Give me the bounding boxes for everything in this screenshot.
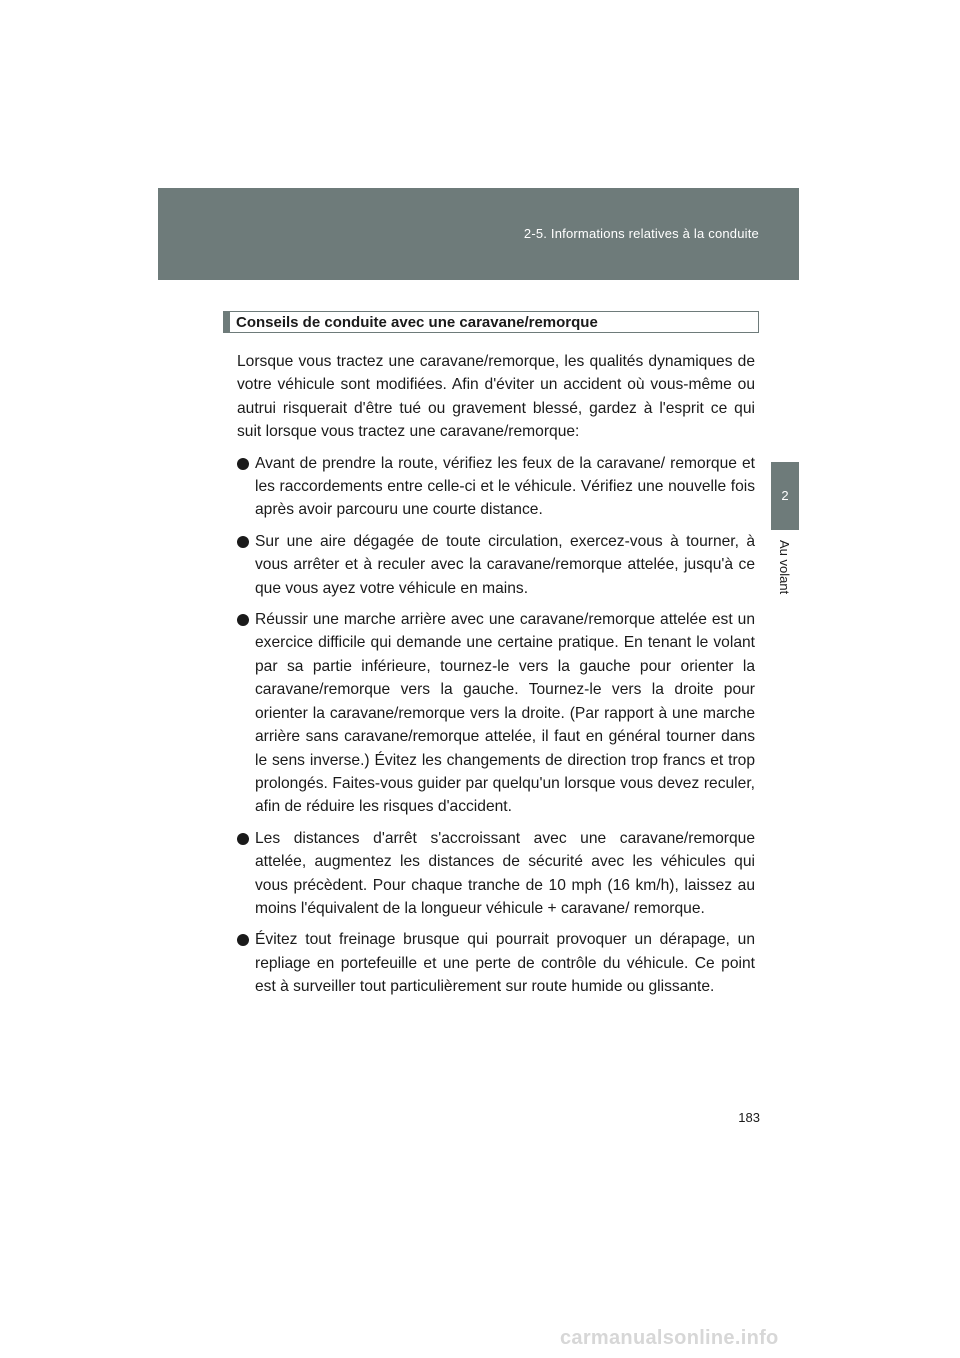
- list-item: [237, 530, 755, 600]
- chapter-label-text: Au volant: [777, 540, 792, 595]
- bullet-icon: [237, 614, 249, 626]
- bullet-icon: [237, 458, 249, 470]
- header-band: [158, 188, 799, 280]
- article-title-box: [223, 311, 759, 333]
- bullet-text: Avant de prendre la route, vérifiez les feux de la caravane/ remorque et les raccordements entre celle-ci et le véhicule. Vérifiez une nouvelle fois après avoir parcouru une courte distance.: [255, 454, 755, 519]
- page-number: 183: [738, 1110, 760, 1125]
- chapter-label: [771, 540, 799, 610]
- article-body: [237, 350, 755, 1007]
- bullet-text: Réussir une marche arrière avec une caravane/remorque attelée est un exercice difficile qui demande une certaine pratique. En tenant le volant par sa partie inférieure, tournez-le vers la gauche pour orienter la caravane/remorque vers la gauche. Tournez-le vers la droite pour orienter la caravane/remorque vers la droite. (Par rapport à une marche arrière sans caravane/remorque attelée, il faut en général tourner dans le sens inverse.) Évitez les changements de direction trop francs et trop prolongés. Faites-vous guider par quelqu'un lorsque vous devez reculer, afin de réduire les risques d'accident.: [255, 611, 755, 816]
- bullet-icon: [237, 536, 249, 548]
- article-title: Conseils de conduite avec une caravane/remorque: [236, 314, 598, 331]
- bullet-text: Sur une aire dégagée de toute circulation, exercez-vous à tourner, à vous arrêter et à reculer avec la caravane/remorque attelée, jusqu'à ce que vous ayez votre véhicule en mains.: [255, 532, 755, 597]
- bullet-icon: [237, 833, 249, 845]
- bullet-text: Les distances d'arrêt s'accroissant avec une caravane/remorque attelée, augmentez les distances de sécurité avec les véhicules qui vous précèdent. Pour chaque tranche de 10 mph (16 km/h), laissez au moins l'équivalent de la longueur véhicule + caravane/ remorque.: [255, 829, 755, 917]
- chapter-tab: [771, 462, 799, 530]
- list-item: [237, 452, 755, 522]
- watermark: carmanualsonline.info: [560, 1327, 779, 1349]
- bullet-text: Évitez tout freinage brusque qui pourrait provoquer un dérapage, un repliage en portefeuille et une perte de contrôle du véhicule. Ce point est à surveiller tout particulièrement sur route humide ou glissante.: [255, 931, 755, 996]
- section-title: 2-5. Informations relatives à la conduite: [523, 226, 759, 241]
- chapter-number: 2: [781, 488, 789, 503]
- bullet-icon: [237, 934, 249, 946]
- list-item: [237, 827, 755, 921]
- list-item: [237, 928, 755, 998]
- title-accent-bar: [224, 312, 230, 332]
- intro-paragraph: Lorsque vous tractez une caravane/remorque, les qualités dynamiques de votre véhicule sont modifiées. Afin d'éviter un accident où vous-même ou autrui risquerait d'être tué ou gravement blessé, gardez à l'esprit ce qui suit lorsque vous tractez une caravane/remorque:: [237, 353, 755, 441]
- list-item: [237, 608, 755, 819]
